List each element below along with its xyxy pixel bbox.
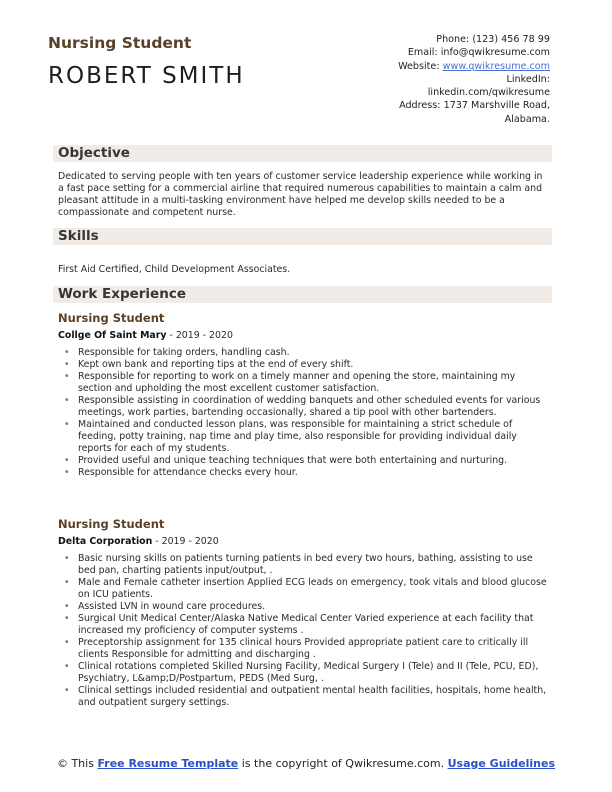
list-item: • Male and Female catheter insertion Applied ECG leads on emergency, took vitals and blood glucose on ICU patients.	[58, 577, 548, 601]
job-1-title: Nursing Student	[58, 311, 165, 325]
job-2-company-line	[58, 536, 219, 547]
list-item: • Maintained and conducted lesson plans, was responsible for maintaining a strict schedule of feeding, potty training, nap time and play time, also responsible for providing individual daily reports for each of my students.	[58, 419, 548, 455]
experience-heading: Work Experience	[58, 286, 186, 302]
contact-email: Email: info@qwikresume.com	[407, 47, 550, 59]
job-2-company: Delta Corporation	[58, 536, 153, 547]
contact-block	[398, 33, 550, 126]
header-job-title: Nursing Student	[48, 34, 192, 52]
contact-address: Address: 1737 Marshville Road,	[399, 100, 550, 112]
contact-website: Website: www.qwikresume.com	[398, 60, 550, 72]
list-item: • Responsible for reporting to work on a timely manner and opening the store, maintaining my section and upholding the most excellent customer satisfaction.	[58, 371, 548, 395]
list-item: • Responsible for taking orders, handling cash.	[58, 347, 548, 359]
objective-heading: Objective	[58, 145, 130, 161]
list-item: • Surgical Unit Medical Center/Alaska Native Medical Center Varied experience at each facility that increased my proficiency of computer systems .	[58, 613, 548, 637]
job-1-dates: - 2019 - 2020	[166, 330, 233, 341]
job-1-company-line	[58, 330, 233, 341]
job-2-dates: - 2019 - 2020	[152, 536, 219, 547]
job-2-title: Nursing Student	[58, 517, 165, 531]
usage-guidelines-link[interactable]: Usage Guidelines	[447, 757, 556, 770]
list-item: • Provided useful and unique teaching techniques that were both entertaining and nurturing.	[58, 455, 548, 467]
free-resume-template-link[interactable]: Free Resume Template	[97, 757, 239, 770]
list-item: • Clinical settings included residential and outpatient mental health facilities, hospitals, home health, and outpatient surgery settings.	[58, 685, 548, 709]
contact-address-line2: Alabama.	[504, 113, 550, 125]
skills-section-bar	[53, 228, 552, 245]
list-item: • Kept own bank and reporting tips at the end of every shift.	[58, 359, 548, 371]
footer-copyright: © This Free Resume Template is the copyright of Qwikresume.com. Usage Guidelines	[56, 757, 556, 770]
list-item: • Basic nursing skills on patients turning patients in bed every two hours, bathing, assisting to use bed pan, charting patients input/output, .	[58, 553, 548, 577]
list-item: • Assisted LVN in wound care procedures.	[58, 601, 548, 613]
list-item: • Preceptorship assignment for 135 clinical hours Provided appropriate patient care to critically ill clients Responsible for admitting and discharging .	[58, 637, 548, 661]
job-1-company: Collge Of Saint Mary	[58, 330, 167, 341]
contact-linkedin-label: LinkedIn:	[506, 73, 550, 85]
skills-heading: Skills	[58, 228, 99, 244]
website-link[interactable]: www.qwikresume.com	[442, 60, 550, 72]
job-2-bullets	[58, 553, 548, 709]
contact-linkedin: linkedin.com/qwikresume	[427, 87, 550, 99]
list-item: • Responsible assisting in coordination of wedding banquets and other scheduled events for various meetings, work parties, bartending occasionally, shared a tip pool with other bartenders.	[58, 395, 548, 419]
candidate-name: ROBERT SMITH	[48, 63, 245, 89]
job-1-bullets	[58, 347, 548, 479]
objective-text: Dedicated to serving people with ten years of customer service leadership experience while working in a fast pace setting for a commercial airline that required numerous capabilities to maintain a calm and pleasant attitude in a multi-tasking environment have helped me develop skills needed to be a compassionate and competent nurse.	[58, 171, 543, 218]
skills-text: First Aid Certified, Child Development Associates.	[58, 264, 291, 275]
list-item: • Clinical rotations completed Skilled Nursing Facility, Medical Surgery I (Tele) and II (Tele, PCU, ED), Psychiatry, L&amp;D/Postpartum, PEDS (Med Surg, .	[58, 661, 548, 685]
list-item: • Responsible for attendance checks every hour.	[58, 467, 548, 479]
contact-phone: Phone: (123) 456 78 99	[436, 34, 550, 45]
